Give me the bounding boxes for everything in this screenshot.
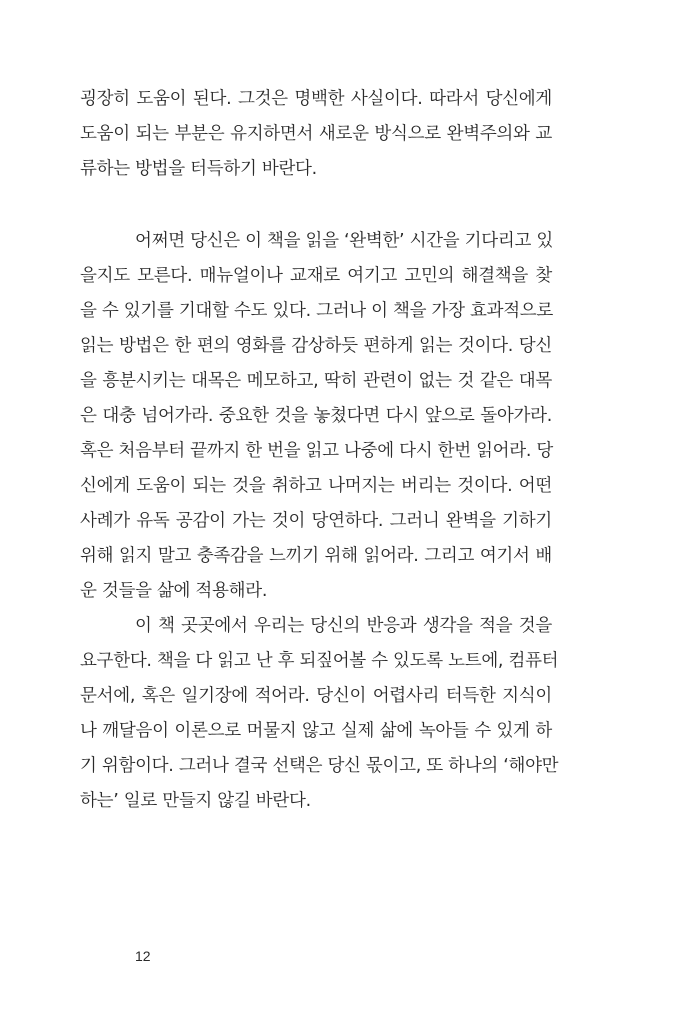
text-line: 문서에, 혹은 일기장에 적어라. 당신이 어렵사리 터득한 지식이 [80, 686, 552, 706]
page-number: 12 [135, 948, 151, 964]
text-line: 위해 읽지 말고 충족감을 느끼기 위해 읽어라. 그리고 여기서 배 [80, 546, 552, 566]
text-line: 하는’ 일로 만들지 않길 바란다. [80, 791, 311, 811]
text-line: 은 대충 넘어가라. 중요한 것을 놓쳤다면 다시 앞으로 돌아가라. [80, 406, 552, 426]
text-line: 운 것들을 삶에 적용해라. [80, 581, 268, 601]
text-line: 어쩌면 당신은 이 책을 읽을 ‘완벽한’ 시간을 기다리고 있 [135, 231, 553, 251]
paragraph-1 [80, 82, 552, 187]
text-line: 사례가 유독 공감이 가는 것이 당연하다. 그러니 완벽을 기하기 [80, 511, 552, 531]
page-body [80, 82, 559, 819]
text-line: 류하는 방법을 터득하기 바란다. [80, 159, 317, 179]
text-line: 기 위함이다. 그러나 결국 선택은 당신 몫이고, 또 하나의 ‘해야만 [80, 756, 559, 776]
text-line: 을 흥분시키는 대목은 메모하고, 딱히 관련이 없는 것 같은 대목 [80, 371, 552, 391]
paragraph-3 [80, 609, 559, 819]
text-line: 나 깨달음이 이론으로 머물지 않고 실제 삶에 녹아들 수 있게 하 [80, 721, 552, 741]
text-line: 신에게 도움이 되는 것을 취하고 나머지는 버리는 것이다. 어떤 [80, 476, 552, 496]
text-line: 이 책 곳곳에서 우리는 당신의 반응과 생각을 적을 것을 [135, 616, 552, 636]
text-line: 도움이 되는 부분은 유지하면서 새로운 방식으로 완벽주의와 교 [80, 124, 552, 144]
text-line: 요구한다. 책을 다 읽고 난 후 되짚어볼 수 있도록 노트에, 컴퓨터 [80, 651, 559, 671]
paragraph-gap [80, 187, 552, 224]
text-line: 굉장히 도움이 된다. 그것은 명백한 사실이다. 따라서 당신에게 [80, 89, 552, 109]
text-line: 을지도 모른다. 매뉴얼이나 교재로 여기고 고민의 해결책을 찾 [80, 266, 552, 286]
text-line: 을 수 있기를 기대할 수도 있다. 그러나 이 책을 가장 효과적으로 [80, 301, 554, 321]
text-line: 혹은 처음부터 끝까지 한 번을 읽고 나중에 다시 한번 읽어라. 당 [80, 441, 554, 461]
paragraph-2 [80, 224, 552, 609]
text-line: 읽는 방법은 한 편의 영화를 감상하듯 편하게 읽는 것이다. 당신 [80, 336, 552, 356]
